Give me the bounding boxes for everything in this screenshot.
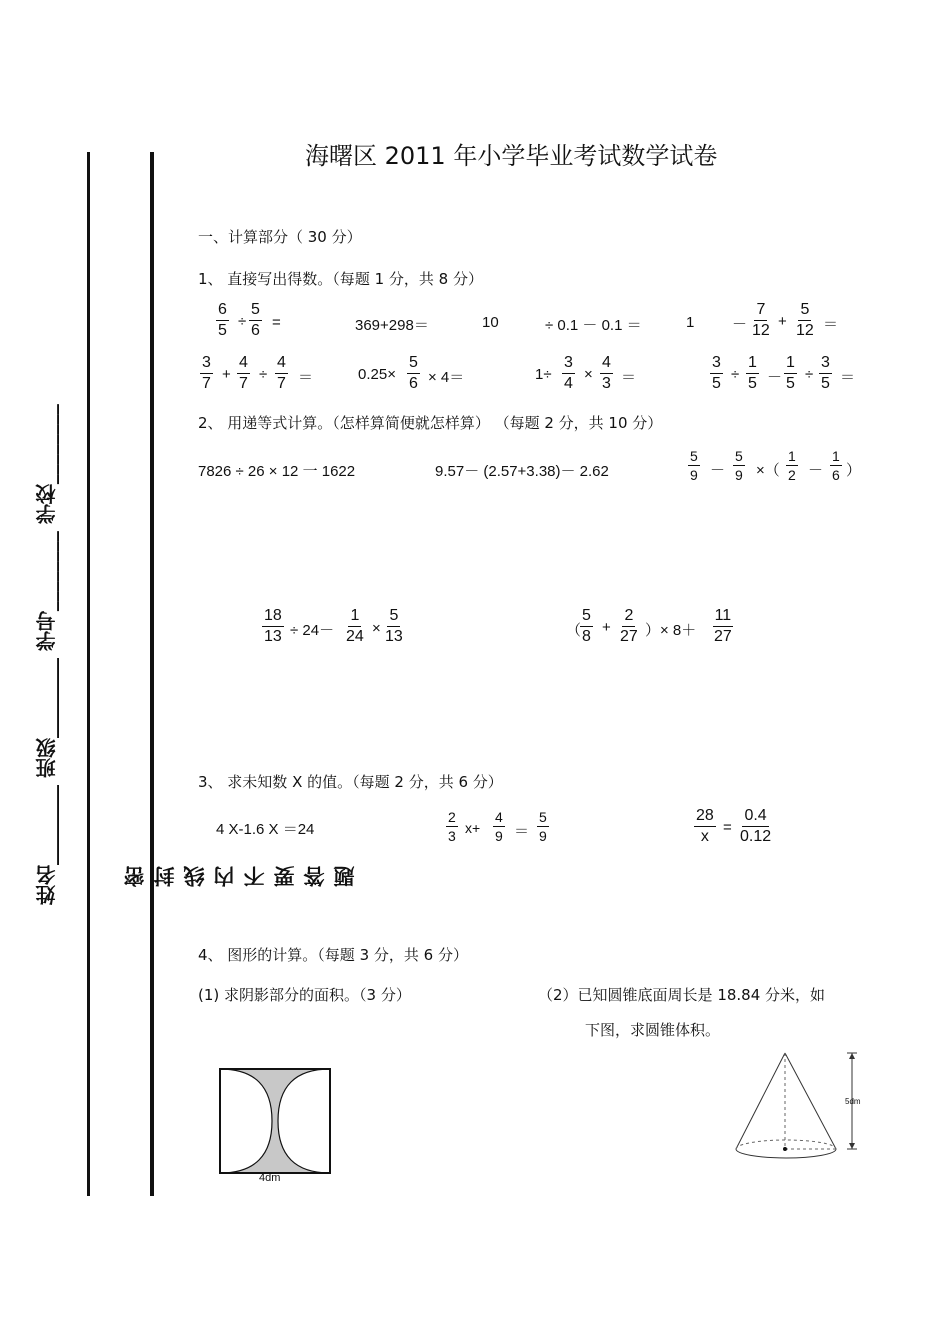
q3b-middle: x+ (465, 820, 481, 836)
q1g-fraction-1: $\frac{3}{4}$ (564, 354, 573, 392)
q2c-fraction-4: $\frac{1}{6}$ (832, 448, 840, 483)
q1d-minus: － (732, 316, 748, 333)
q4-part-1: (1) 求阴影部分的面积。（3 分） (198, 986, 411, 1004)
q2c-minus: － (710, 462, 726, 479)
q1d-fraction-1: $\frac{7}{12}$ (752, 301, 770, 339)
square-side-label: 4dm (259, 1172, 281, 1184)
page-title: 海曙区 2011 年小学毕业考试数学试卷 (305, 142, 718, 170)
q3b-fraction-3: $\frac{5}{9}$ (539, 809, 547, 844)
q2e-fraction-2: $\frac{2}{27}$ (620, 607, 638, 645)
q1h-equals: ＝ (840, 369, 856, 386)
q1e-equals: ＝ (298, 369, 314, 386)
q1g-equals: ＝ (621, 369, 637, 386)
q2d-times: × (372, 620, 381, 637)
q2b-expression: 9.57－ (2.57+3.38)－ 2.62 (435, 463, 609, 480)
q2e-fraction-1: $\frac{5}{8}$ (582, 607, 591, 645)
q1h-fraction-4: $\frac{3}{5}$ (821, 354, 830, 392)
q4-part-2-line-2: 下图，求圆锥体积。 (585, 1021, 721, 1039)
q2c-fraction-2: $\frac{5}{9}$ (735, 448, 743, 483)
q2d-fraction-1: $\frac{18}{13}$ (264, 607, 282, 645)
q1f-suffix: × 4＝ (428, 369, 465, 386)
seal-line-notice: 密 封 线 内 不 要 答 题 (123, 866, 357, 887)
q1d-plus: + (778, 313, 787, 330)
q1h-minus: － (767, 369, 783, 386)
question-2-label: 2、 用递等式计算。（怎样算简便就怎样算） （每题 2 分，共 10 分） (198, 414, 663, 432)
q2a-expression: 7826 ÷ 26 × 12 一 1622 (198, 463, 356, 480)
q3c-equals: = (723, 819, 732, 836)
q4-part-2-line-1: （2）已知圆锥底面周长是 18.84 分米，如 (538, 986, 826, 1004)
q1a-fraction-2: $\frac{5}{6}$ (251, 301, 260, 339)
section-heading: 一、计算部分（ 30 分） (198, 228, 362, 246)
q1c-number: 10 (482, 314, 499, 331)
q1g-prefix: 1÷ (535, 366, 552, 383)
binding-line-left (87, 152, 90, 1196)
q2d-fraction-3: $\frac{5}{13}$ (385, 607, 403, 645)
q3b-fraction-2: $\frac{4}{9}$ (495, 809, 503, 844)
q1a-equals: = (272, 314, 281, 331)
q1e-plus: + (222, 366, 231, 383)
q3b-fraction-1: $\frac{2}{3}$ (448, 809, 456, 844)
q1h-fraction-3: $\frac{1}{5}$ (786, 354, 795, 392)
q2c-fraction-1: $\frac{5}{9}$ (690, 448, 698, 483)
q2c-close: ） (846, 462, 862, 479)
q2e-middle: ）× 8＋ (645, 622, 697, 639)
question-3-label: 3、 求未知数 X 的值。（每题 2 分，共 6 分） (198, 773, 503, 791)
q1b-expression: 369+298＝ (355, 317, 429, 334)
q2d-middle: ÷ 24－ (290, 622, 335, 639)
q1a-operator: ÷ (238, 313, 247, 330)
q1f-fraction: $\frac{5}{6}$ (409, 354, 418, 392)
q1f-prefix: 0.25× (358, 366, 396, 383)
q2e-open: （ (566, 622, 582, 639)
q1c-expression: ÷ 0.1 － 0.1 ＝ (545, 317, 642, 334)
question-4-label: 4、 图形的计算。（每题 3 分，共 6 分） (198, 946, 468, 964)
q1a-fraction-1: $\frac{6}{5}$ (218, 301, 227, 339)
q3c-fraction-1: $\frac{28}{x}$ (696, 807, 714, 845)
q2c-minus-2: － (808, 462, 824, 479)
q1h-fraction-1: $\frac{3}{5}$ (712, 354, 721, 392)
q1h-divide: ÷ (731, 366, 740, 383)
q3c-fraction-2: $\frac{0.4}{0.12}$ (740, 807, 772, 845)
q1g-times: × (584, 366, 593, 383)
q2d-fraction-2: $\frac{1}{24}$ (346, 607, 364, 645)
q1e-fraction-1: $\frac{3}{7}$ (202, 354, 211, 392)
q1e-fraction-3: $\frac{4}{7}$ (277, 354, 286, 392)
q3b-equals: ＝ (514, 823, 530, 840)
q2c-times-open: ×（ (756, 462, 780, 479)
cone-height-label: 5dm (845, 1097, 861, 1106)
q1e-divide: ÷ (259, 366, 268, 383)
student-info-field: 姓名________ 班级________ 学号________ 学校________ (35, 404, 59, 905)
q1d-fraction-2: $\frac{5}{12}$ (796, 301, 814, 339)
q2e-plus: + (602, 619, 611, 636)
q2c-fraction-3: $\frac{1}{2}$ (788, 448, 796, 483)
q1h-fraction-2: $\frac{1}{5}$ (748, 354, 757, 392)
q2e-fraction-3: $\frac{11}{27}$ (714, 607, 732, 645)
q1h-divide-2: ÷ (805, 366, 814, 383)
q1d-equals: ＝ (823, 316, 839, 333)
q1e-fraction-2: $\frac{4}{7}$ (239, 354, 248, 392)
q1g-fraction-2: $\frac{4}{3}$ (602, 354, 611, 392)
q1d-whole: 1 (686, 314, 695, 331)
question-1-label: 1、 直接写出得数。（每题 1 分，共 8 分） (198, 270, 483, 288)
q3a-equation: 4 X-1.6 X ＝24 (216, 821, 315, 838)
